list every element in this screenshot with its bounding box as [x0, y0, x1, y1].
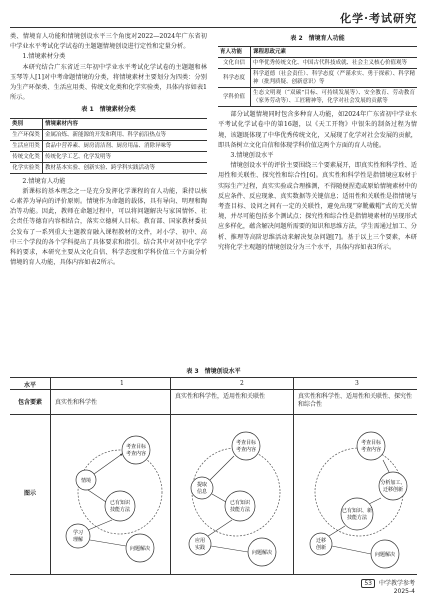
table2-caption: 表 2 情境育人功能 — [290, 35, 345, 42]
page-footer — [361, 578, 415, 595]
cell: 金属冶炼、新能源的开发和利用、科学前沿热点等 — [43, 129, 208, 140]
issue-number: 2025-4 — [393, 588, 415, 595]
cell: 生态文明观（“双碳”目标、可持续发展等）、安全教育、劳动教育（家务劳动等）、工匠精神等，化学对社会发展的贡献等 — [251, 88, 418, 107]
cell: 科学态度 — [218, 69, 251, 88]
level-3: 3 — [355, 380, 359, 387]
right-column — [218, 32, 417, 253]
table-header: 情境素材内容 — [43, 118, 208, 129]
page-number: 53 — [361, 579, 375, 588]
cell: 生活应用类 — [10, 140, 43, 151]
step-situation: 情境 — [80, 478, 92, 484]
step-solve: 问题解决 — [129, 546, 151, 552]
table-row — [218, 88, 417, 107]
cell: 食品中营养素、厨房清洁剂、厨房用品、消除异味等 — [43, 140, 208, 151]
section-heading: 2.情境育人功能 — [22, 177, 66, 185]
table-header: 类别 — [10, 118, 43, 129]
svg-text:考查内容: 考查内容 — [235, 447, 257, 453]
step-apply: 应用 — [194, 538, 206, 544]
step-knowledge: 已有知识 — [109, 500, 131, 506]
journal-name: 中学教学参考 — [378, 580, 415, 587]
cell: 科学道德（社会责任）、科学态度（严谨求实、勇于探索）、科学精神（批判质疑、创新意识）等 — [251, 69, 418, 88]
step-transfer: 迁移 — [315, 538, 327, 544]
table-row — [218, 58, 417, 69]
row-label: 包含要素 — [17, 399, 42, 406]
divider — [170, 378, 171, 574]
step-analyze: 分析加工、 — [380, 480, 406, 486]
elements-2: 真实性和科学性，适用性和关联性 — [175, 393, 266, 400]
svg-text:考查目标: 考查目标 — [360, 440, 382, 446]
level-2: 2 — [240, 380, 244, 387]
svg-text:信息: 信息 — [196, 489, 208, 495]
step-extract: 提取 — [196, 482, 208, 488]
divider — [50, 378, 51, 574]
svg-text:实践: 实践 — [194, 545, 206, 551]
table3-block — [10, 366, 417, 575]
svg-text:问题解决: 问题解决 — [251, 550, 273, 556]
elements-1: 真实性和科学性 — [55, 399, 98, 406]
header-rule — [10, 27, 417, 28]
svg-text:技能方法: 技能方法 — [109, 507, 131, 513]
svg-text:已有知识: 已有知识 — [229, 500, 251, 506]
paragraph: 本研究结合广东省近三年初中学业水平考试化学试卷的主题题和林玉琴等人[1]对中考命题情境的分类，将情境素材主要划分为四类：分别为生产环保类、生活应用类、传统文化类和化学实验类，具体内容如表1所示。 — [10, 63, 207, 102]
table1-caption: 表 1 情境素材分类 — [81, 106, 136, 114]
step-learn: 学习 — [72, 530, 84, 536]
running-header: 化学·考试研究 — [340, 12, 417, 25]
table-row — [10, 140, 207, 151]
section-heading: 1.情境素材分类 — [22, 53, 66, 61]
divider — [293, 378, 294, 574]
paragraph: 新课标的基本理念之一是充分发挥化学课程的育人功能，秉持以核心素养为导向的评价原则。情境作为命题的载体，具有导向、明理和陶冶等功能。因此，教师在命题过程中，可以将问题解决与家国情怀、社会责任等德育内容相结合，落实立德树人目标。教育部、国家教材委员会发布了一系列重大主题教育融入课程教材的文件，对小学、初中、高中三个学段的各个学科提出了具体要求和指引。结合其中对初中化学学科的要求，本研究主要从文化自信、科学态度和学科价值三个方面分析情境的育人功能，具体内容如表2所示。 — [10, 187, 207, 267]
table3-elements-row — [10, 389, 417, 415]
goal-label-2: 考查内容 — [125, 451, 147, 457]
svg-text:理解: 理解 — [72, 537, 84, 543]
table1 — [10, 118, 207, 174]
table-header: 课程思政元素 — [251, 47, 418, 58]
cell: 中华优秀传统文化、中国古代科技成就、社会主义核心价值观等 — [251, 58, 418, 69]
svg-text:考查目标: 考查目标 — [235, 440, 257, 446]
left-column — [10, 32, 207, 268]
elements-3: 真实性和科学性、适用性和关联性、探究性和综合性 — [298, 393, 413, 408]
svg-text:技能方法: 技能方法 — [229, 507, 251, 513]
paragraph: 部分试题情境同时包含多种育人功能，如2024年广东省初中学业水平考试化学试卷中的第16题，以《天工开物》中银朱的制备过程为情境，该题既体现了中华优秀传统文化，又展现了化学对社会发展的贡献，即具备树立文化自信和体现学科价值这两个方面的育人功能。 — [218, 111, 417, 149]
goal-label: 考查目标 — [125, 444, 147, 450]
svg-text:技能方法: 技能方法 — [346, 515, 368, 521]
table-row — [10, 151, 207, 162]
cell: 文化自信 — [218, 58, 251, 69]
row-label: 水平 — [23, 382, 36, 389]
cell: 传统化学工艺、化学发明等 — [43, 151, 208, 162]
table-row — [218, 69, 417, 88]
paragraph: 类、情境育人功能和情境创设水平三个角度对2022—2024年广东省初中学业水平考试化学试卷的主题题情境创设进行定性和定量分析。 — [10, 33, 207, 51]
row-label: 图示 — [23, 490, 36, 497]
cycle-diagram-3 — [297, 416, 415, 572]
cell: 学科价值 — [218, 88, 251, 107]
svg-text:已有知识、新: 已有知识、新 — [341, 508, 373, 514]
section-heading: 3.情境创设水平 — [230, 152, 274, 160]
cell: 生产环保类 — [10, 129, 43, 140]
table-header: 育人功能 — [218, 47, 251, 58]
level-1: 1 — [120, 380, 124, 387]
cell: 化学实验类 — [10, 162, 43, 173]
table3-caption: 表 3 情境创设水平 — [186, 368, 241, 375]
cell: 传统文化类 — [10, 151, 43, 162]
cell: 教材基本实验、创新实验、跨学科实践活动等 — [43, 162, 208, 173]
table-row — [10, 162, 207, 173]
table2 — [218, 46, 417, 107]
svg-text:创新: 创新 — [315, 545, 327, 551]
svg-text:问题解决: 问题解决 — [374, 552, 396, 558]
svg-text:迁移创新: 迁移创新 — [382, 487, 404, 493]
table3 — [10, 377, 417, 575]
table-row — [10, 129, 207, 140]
svg-text:考查内容: 考查内容 — [360, 447, 382, 453]
cycle-diagram-1 — [54, 416, 168, 572]
cycle-diagram-2 — [174, 416, 291, 572]
paragraph: 情境创设水平的评价主要围绕三个要素展开，即真实性和科学性、适用性和关联性、探究性和综合性[6]。真实性和科学性是指情境应取材于实际生产过程，真实实验或合理推测，不得随便捏造或原始情境素材中的反应条件、反应现象、真实数据等关键信息；适用性和关联性是指情境与考查目标、设问之间有一定的关联性，避免出现“穿靴戴帽”式的无关情境，并尽可能包括多个测试点；探究性和综合性是指情境素材的呈现形式应多样化，蕴含解决问题所需要的知识和思维方法，学生需通过加工、分析、推理等高阶思维活动来解决复杂问题[7]。基于以上三个要素，本研究将化学主观题的情境创设分为三个水平，具体内容如表3所示。 — [218, 162, 417, 251]
